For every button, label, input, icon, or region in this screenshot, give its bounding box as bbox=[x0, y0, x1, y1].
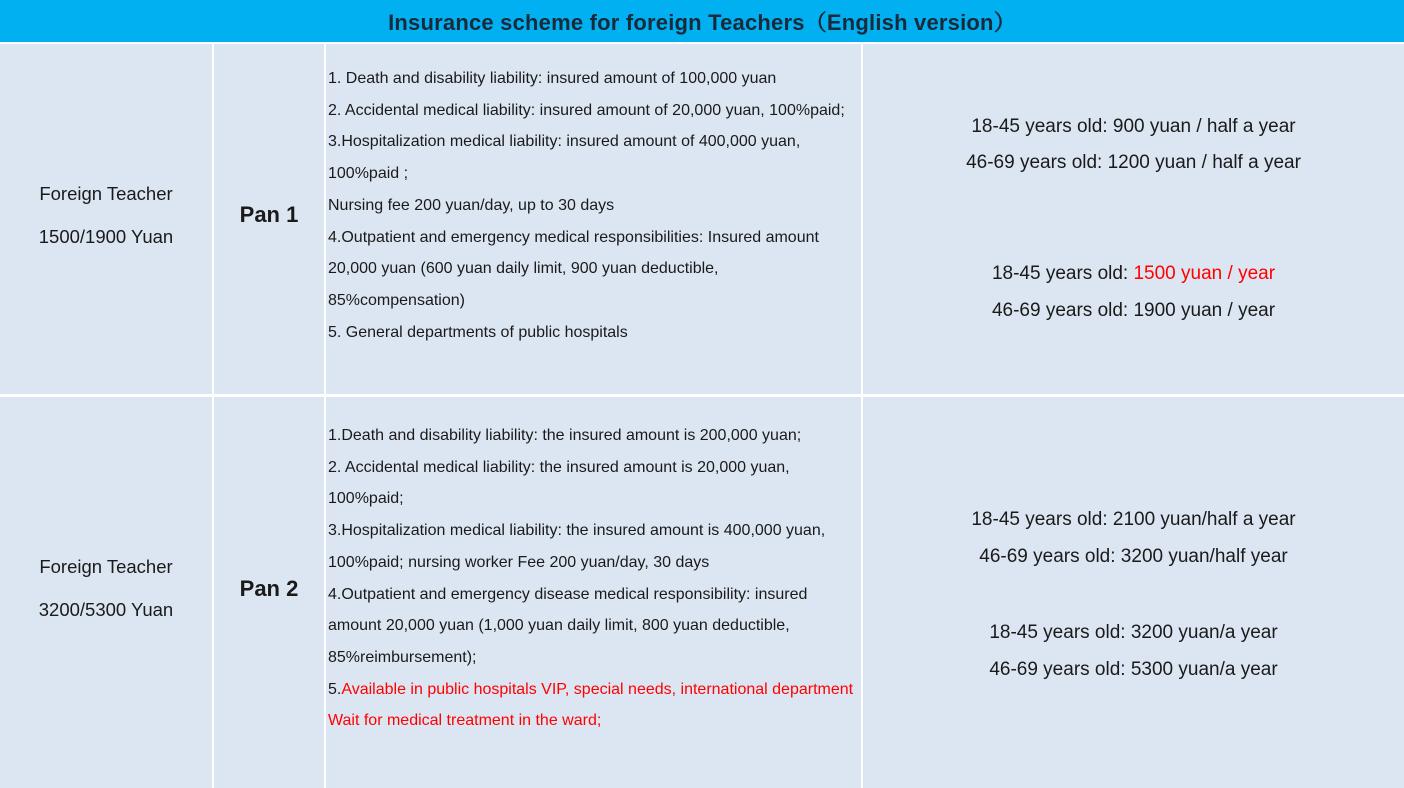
price-half-year-18-45: 18-45 years old: 900 yuan / half a year bbox=[971, 116, 1296, 137]
price-year-18-45-value: 1500 yuan / year bbox=[1133, 263, 1276, 284]
plan-label: Pan 2 bbox=[239, 576, 299, 601]
price-half-year-18-45: 18-45 years old: 2100 yuan/half a year bbox=[971, 509, 1296, 530]
detail-item-number: 5. bbox=[328, 680, 342, 698]
table-row bbox=[0, 44, 1404, 394]
plan-name: Foreign Teacher bbox=[39, 556, 173, 577]
price-year-46-69: 46-69 years old: 1900 yuan / year bbox=[991, 300, 1276, 321]
price-year-18-45: 18-45 years old: 3200 yuan/a year bbox=[989, 622, 1278, 643]
detail-item: 3.Hospitalization medical liability: insured amount of 400,000 yuan, 100%paid ; bbox=[328, 133, 801, 183]
plan-label-cell bbox=[214, 397, 324, 788]
plan-name: Foreign Teacher bbox=[39, 183, 173, 204]
plan-details-cell bbox=[326, 44, 861, 394]
detail-item: 1.Death and disability liability: the insured amount is 200,000 yuan; bbox=[328, 427, 802, 444]
detail-item: 3.Hospitalization medical liability: the insured amount is 400,000 yuan, 100%paid; nursing worker Fee 200 yuan/day, 30 days bbox=[328, 522, 826, 571]
plan-label: Pan 1 bbox=[239, 202, 299, 227]
plan-details-list bbox=[328, 63, 856, 348]
plan-prices-cell bbox=[863, 397, 1404, 788]
plan-details-cell bbox=[326, 397, 861, 788]
detail-item: 1. Death and disability liability: insured amount of 100,000 yuan bbox=[328, 70, 777, 87]
plan-details-list bbox=[328, 420, 856, 737]
detail-item: Nursing fee 200 yuan/day, up to 30 days bbox=[328, 196, 615, 214]
price-year-18-45 bbox=[863, 262, 1404, 286]
table-title bbox=[0, 0, 1404, 42]
detail-item: 2. Accidental medical liability: the insured amount is 20,000 yuan, 100%paid; bbox=[328, 458, 790, 508]
price-half-year-46-69: 46-69 years old: 1200 yuan / half a year bbox=[966, 152, 1301, 173]
detail-item: 2. Accidental medical liability: insured amount of 20,000 yuan, 100%paid; bbox=[328, 101, 845, 119]
detail-item: 4.Outpatient and emergency disease medical responsibility: insured amount 20,000 yuan (1,000 yuan daily limit, 800 yuan deductible, 85%reimbursement); bbox=[328, 585, 808, 666]
plan-name-cell bbox=[0, 44, 212, 394]
detail-item bbox=[328, 674, 856, 737]
plan-price-range: 3200/5300 Yuan bbox=[38, 599, 174, 620]
detail-item: 5. General departments of public hospitals bbox=[328, 323, 628, 341]
price-half-year-46-69: 46-69 years old: 3200 yuan/half year bbox=[979, 546, 1288, 567]
table-row bbox=[0, 397, 1404, 788]
plan-name-block bbox=[0, 545, 212, 631]
plan-price-range: 1500/1900 Yuan bbox=[38, 226, 174, 247]
detail-item-highlight: Available in public hospitals VIP, special needs, international department Wait for medical treatment in the ward; bbox=[328, 680, 854, 730]
price-year-18-45-label: 18-45 years old: bbox=[991, 263, 1134, 284]
plan-prices-cell bbox=[863, 44, 1404, 394]
plan-name-cell bbox=[0, 397, 212, 788]
plan-name-block bbox=[0, 172, 212, 258]
plan-label-cell bbox=[214, 44, 324, 394]
price-year-46-69: 46-69 years old: 5300 yuan/a year bbox=[989, 659, 1278, 680]
detail-item: 4.Outpatient and emergency medical responsibilities: Insured amount 20,000 yuan (600 yuan daily limit, 900 yuan deductible, 85%compensation) bbox=[328, 228, 819, 309]
table-title-text: Insurance scheme for foreign Teachers（English version） bbox=[388, 9, 1016, 35]
